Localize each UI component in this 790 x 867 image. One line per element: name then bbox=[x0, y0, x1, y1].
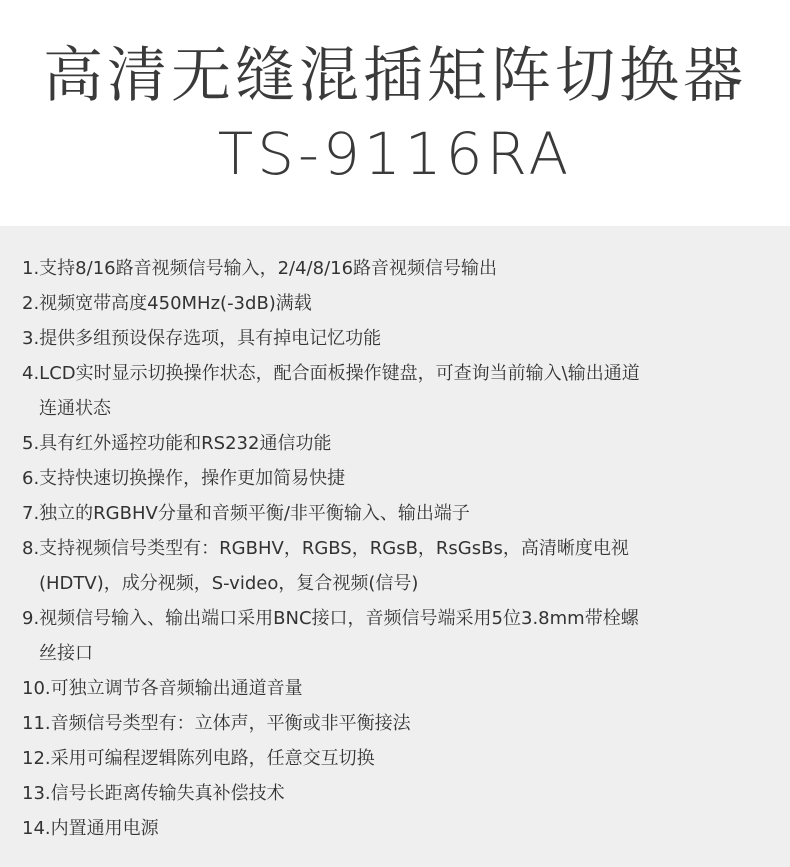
product-title: 高清无缝混插矩阵切换器 bbox=[43, 41, 747, 111]
feature-item: 13.信号长距离传输失真补偿技术 bbox=[22, 783, 285, 804]
feature-item: 12.采用可编程逻辑陈列电路，任意交互切换 bbox=[22, 748, 375, 769]
feature-item: 9.视频信号输入、输出端口采用BNC接口，音频信号端采用5位3.8mm带栓螺 bbox=[22, 608, 639, 629]
feature-item: 3.提供多组预设保存选项，具有掉电记忆功能 bbox=[22, 328, 382, 349]
feature-item: 2.视频宽带高度450MHz(-3dB)满载 bbox=[22, 293, 312, 314]
feature-item: 8.支持视频信号类型有：RGBHV，RGBS，RGsB，RsGsBs，高清晰度电视 bbox=[22, 538, 629, 559]
feature-item: 14.内置通用电源 bbox=[22, 818, 159, 839]
feature-list bbox=[22, 251, 770, 846]
features-panel bbox=[0, 226, 790, 867]
feature-item: 4.LCD实时显示切换操作状态，配合面板操作键盘，可查询当前输入\输出通道 bbox=[22, 363, 640, 384]
feature-item: 6.支持快速切换操作，操作更加简易快捷 bbox=[22, 468, 346, 489]
product-model: TS-9116RA bbox=[217, 120, 573, 188]
feature-item: 11.音频信号类型有：立体声，平衡或非平衡接法 bbox=[22, 713, 411, 734]
feature-item-continuation: 连通状态 bbox=[39, 398, 111, 419]
feature-item: 1.支持8/16路音视频信号输入，2/4/8/16路音视频信号输出 bbox=[22, 258, 498, 279]
page-header bbox=[0, 0, 790, 226]
feature-item: 10.可独立调节各音频输出通道音量 bbox=[22, 678, 303, 699]
feature-item: 7.独立的RGBHV分量和音频平衡/非平衡输入、输出端子 bbox=[22, 503, 470, 524]
feature-item-continuation: 丝接口 bbox=[39, 643, 93, 664]
feature-item: 5.具有红外遥控功能和RS232通信功能 bbox=[22, 433, 332, 454]
feature-item-continuation: (HDTV)，成分视频，S-video，复合视频(信号) bbox=[39, 573, 419, 594]
